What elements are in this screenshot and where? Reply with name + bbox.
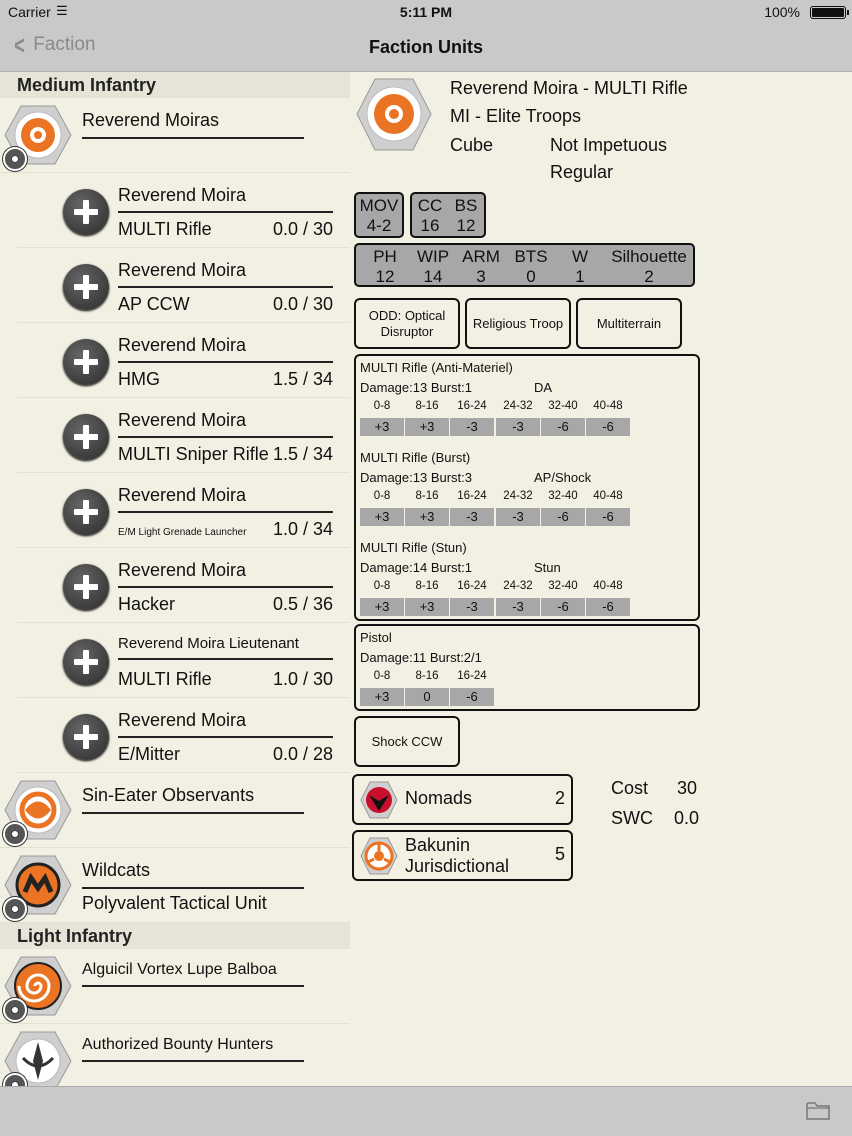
faction-availability: 5 (554, 844, 565, 864)
range-mod: +3 (360, 508, 405, 526)
profile-row[interactable] (17, 398, 350, 473)
range-label: 0-8 (373, 670, 391, 682)
page-title: Faction Units (368, 37, 483, 57)
bakunin-logo-icon (360, 837, 398, 875)
profile-row[interactable] (17, 548, 350, 623)
profile-name: Reverend Moira (118, 260, 333, 288)
profile-name: Reverend Moira Lieutenant (118, 635, 333, 660)
unit-row-wildcats[interactable] (0, 848, 350, 923)
profile-cost: 1.0 / 30 (272, 669, 333, 689)
unit-list[interactable] (0, 72, 350, 1086)
section-header-light-infantry: Light Infantry (0, 923, 350, 949)
cost-value: 30 (677, 778, 698, 798)
unit-name: Wildcats (82, 860, 304, 889)
profile-cost: 0.0 / 28 (272, 744, 333, 764)
range-label: 0-8 (373, 400, 391, 412)
range-mod: -3 (450, 508, 495, 526)
mov-stat-box (354, 192, 404, 238)
pistol-stats-box (354, 624, 700, 711)
ccw-label: Shock CCW (371, 733, 443, 749)
range-label: 40-48 (593, 580, 623, 592)
weapon-trait: Stun (534, 560, 561, 575)
add-profile-button[interactable] (63, 414, 109, 460)
range-label: 8-16 (415, 400, 439, 412)
range-label: 16-24 (457, 580, 487, 592)
profile-weapon: HMG (118, 369, 160, 389)
profile-cost: 1.5 / 34 (272, 444, 333, 464)
range-mod: -3 (496, 598, 541, 616)
wip-value: 14 (423, 267, 443, 286)
add-profile-button[interactable] (63, 639, 109, 685)
profile-weapon: MULTI Sniper Rifle (118, 444, 269, 464)
swc-value: 0.0 (674, 808, 700, 828)
profile-row[interactable] (17, 323, 350, 398)
bottom-toolbar (0, 1086, 852, 1136)
unit-name: Reverend Moiras (82, 110, 304, 139)
weapon-trait: AP/Shock (534, 470, 592, 485)
bts-value: 0 (526, 267, 536, 286)
range-label: 0-8 (373, 490, 391, 502)
unit-detail-panel (352, 72, 852, 1086)
profile-cost: 1.5 / 34 (272, 369, 333, 389)
range-label: 32-40 (548, 490, 578, 502)
weapon-block-pistol (360, 630, 650, 710)
cost-label: Cost (611, 778, 649, 798)
weapon-damage: Damage:13 Burst:1 (360, 380, 473, 395)
info-badge-icon[interactable] (3, 822, 27, 846)
unit-name: Alguicil Vortex Lupe Balboa (82, 961, 304, 987)
w-label: W (571, 247, 589, 266)
profile-title: Reverend Moira - MULTI Rifle (450, 78, 688, 98)
add-profile-button[interactable] (63, 264, 109, 310)
range-mod: -6 (586, 508, 631, 526)
weapon-damage: Damage:14 Burst:1 (360, 560, 473, 575)
profile-weapon: AP CCW (118, 294, 190, 314)
add-profile-button[interactable] (63, 564, 109, 610)
status-bar (0, 0, 852, 24)
folder-icon[interactable] (806, 1100, 830, 1120)
ph-value: 12 (375, 267, 395, 286)
unit-row-sin-eater-observants[interactable] (0, 773, 350, 848)
range-label: 16-24 (457, 490, 487, 502)
impetuous-label: Not Impetuous (550, 135, 668, 155)
wip-label: WIP (416, 247, 450, 266)
bs-value: 12 (456, 216, 476, 235)
weapon-damage: Damage:13 Burst:3 (360, 470, 473, 485)
bs-label: BS (454, 196, 478, 215)
w-value: 1 (575, 267, 585, 286)
unit-row-authorized-bounty-hunters[interactable] (0, 1024, 350, 1086)
skill-label: ODD: Optical Disruptor (368, 307, 446, 339)
profile-row[interactable] (17, 698, 350, 773)
weapon-title: MULTI Rifle (Burst) (360, 450, 471, 465)
profile-cost: 0.0 / 30 (272, 294, 333, 314)
mov-label: MOV (359, 196, 399, 215)
range-mod: +3 (360, 418, 405, 436)
weapon-damage: Damage:11 Burst:2/1 (360, 650, 482, 665)
profile-cost: 1.0 / 34 (272, 519, 333, 539)
faction-name: Bakunin Jurisdictional (405, 835, 510, 876)
battery-icon (810, 6, 846, 19)
range-label: 8-16 (415, 580, 439, 592)
battery-percent: 100% (764, 4, 800, 20)
range-label: 32-40 (548, 400, 578, 412)
unit-name: Authorized Bounty Hunters (82, 1036, 304, 1062)
range-mod: +3 (405, 598, 450, 616)
info-badge-icon[interactable] (3, 897, 27, 921)
range-mod: +3 (360, 688, 405, 706)
silhouette-label: Silhouette (611, 247, 687, 266)
range-label: 16-24 (457, 400, 487, 412)
skill-label: Religious Troop (472, 315, 564, 331)
unit-type: MI - Elite Troops (450, 106, 582, 126)
skill-odd[interactable] (354, 298, 460, 349)
carrier-label: Carrier (8, 4, 51, 20)
faction-nomads[interactable] (352, 774, 573, 825)
range-mod: -6 (450, 688, 495, 706)
range-mod: -6 (541, 598, 586, 616)
training-label: Regular (550, 162, 614, 182)
mov-value: 4-2 (366, 216, 392, 235)
add-profile-button[interactable] (63, 189, 109, 235)
profile-cost: 0.5 / 36 (272, 594, 333, 614)
profile-weapon: E/Mitter (118, 744, 181, 764)
clock: 5:11 PM (399, 4, 453, 20)
cc-value: 16 (420, 216, 440, 235)
unit-row-reverend-moiras[interactable] (0, 98, 350, 173)
range-label: 40-48 (593, 490, 623, 502)
wifi-icon: ☰ (56, 3, 68, 18)
profile-row[interactable] (17, 623, 350, 698)
weapon-title: Pistol (360, 630, 392, 645)
skill-religious-troop[interactable] (465, 298, 571, 349)
range-label: 8-16 (415, 490, 439, 502)
info-badge-icon[interactable] (3, 147, 27, 171)
range-label: 16-24 (457, 670, 487, 682)
swc-label: SWC (611, 808, 653, 828)
weapon-trait: DA (534, 380, 553, 395)
profile-name: Reverend Moira (118, 335, 333, 363)
range-mod: -3 (450, 598, 495, 616)
faction-bakunin[interactable] (352, 830, 573, 881)
range-label: 0-8 (373, 580, 391, 592)
add-profile-button[interactable] (63, 714, 109, 760)
range-label: 40-48 (593, 400, 623, 412)
range-label: 32-40 (548, 580, 578, 592)
unit-subtitle: Polyvalent Tactical Unit (82, 893, 267, 913)
range-mod: +3 (360, 598, 405, 616)
range-mod: +3 (405, 418, 450, 436)
attributes-stat-box (354, 243, 695, 287)
profile-name: Reverend Moira (118, 710, 333, 738)
faction-name: Nomads (405, 788, 473, 808)
range-label: 8-16 (415, 670, 439, 682)
profile-name: Reverend Moira (118, 560, 333, 588)
skill-label: Multiterrain (596, 315, 662, 331)
profile-cost: 0.0 / 30 (272, 219, 333, 239)
range-mod: -6 (541, 418, 586, 436)
profile-weapon: MULTI Rifle (118, 219, 212, 239)
cc-bs-stat-box (410, 192, 486, 238)
navigation-bar (0, 24, 852, 72)
range-mod: -3 (450, 418, 495, 436)
profile-row[interactable] (17, 248, 350, 323)
add-profile-button[interactable] (63, 489, 109, 535)
profile-row[interactable] (17, 473, 350, 548)
silhouette-value: 2 (644, 267, 654, 286)
nomads-logo-icon (360, 781, 398, 819)
range-mod: -6 (541, 508, 586, 526)
arm-label: ARM (462, 247, 500, 266)
weapon-shock-ccw[interactable] (354, 716, 460, 767)
arm-value: 3 (476, 267, 486, 286)
back-label: Faction (33, 34, 96, 55)
profile-weapon: Hacker (118, 594, 176, 614)
profile-name: Reverend Moira (118, 410, 333, 438)
range-mod: -6 (586, 418, 631, 436)
weapon-block-anti-materiel (360, 360, 650, 440)
info-badge-icon[interactable] (3, 998, 27, 1022)
ph-label: PH (373, 247, 397, 266)
range-label: 24-32 (503, 490, 533, 502)
bts-label: BTS (514, 247, 548, 266)
range-mod: +3 (405, 508, 450, 526)
profile-name: Reverend Moira (118, 185, 333, 213)
range-label: 24-32 (503, 400, 533, 412)
weapon-title: MULTI Rifle (Anti-Materiel) (360, 360, 513, 375)
skill-multiterrain[interactable] (576, 298, 682, 349)
weapon-block-stun (360, 540, 650, 620)
reverend-moiras-logo-icon (355, 77, 433, 152)
range-label: 24-32 (503, 580, 533, 592)
cube-label: Cube (450, 135, 494, 155)
section-header-medium-infantry: Medium Infantry (0, 72, 350, 98)
range-mod: -3 (496, 508, 541, 526)
range-mod: -3 (496, 418, 541, 436)
weapon-block-burst (360, 450, 650, 530)
profile-name: Reverend Moira (118, 485, 333, 513)
range-mod: 0 (405, 688, 450, 706)
profile-weapon: E/M Light Grenade Launcher (118, 527, 247, 538)
weapon-title: MULTI Rifle (Stun) (360, 540, 467, 555)
weapon-stats-box (354, 354, 700, 621)
unit-name: Sin-Eater Observants (82, 785, 304, 814)
chevron-left-icon: < (14, 30, 25, 60)
profile-row[interactable] (17, 173, 350, 248)
unit-row-alguicil-vortex[interactable] (0, 949, 350, 1024)
profile-weapon: MULTI Rifle (118, 669, 212, 689)
faction-availability: 2 (554, 788, 565, 808)
add-profile-button[interactable] (63, 339, 109, 385)
cc-label: CC (417, 196, 443, 215)
range-mod: -6 (586, 598, 631, 616)
